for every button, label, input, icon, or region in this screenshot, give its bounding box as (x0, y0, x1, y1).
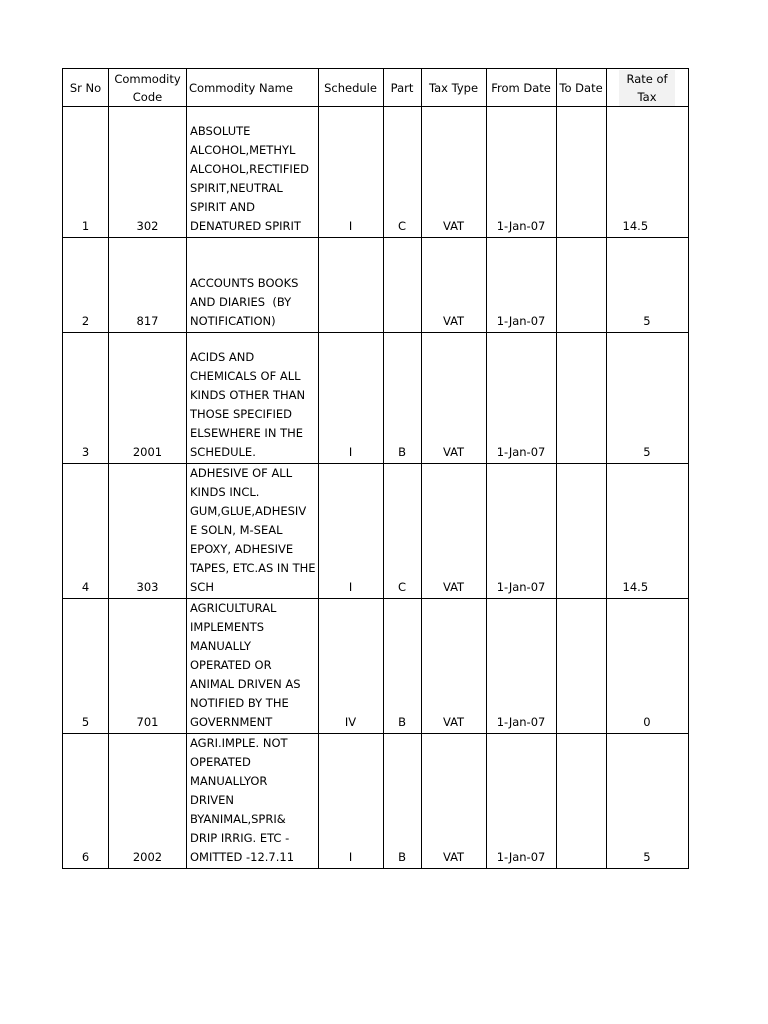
header-sr-no: Sr No (63, 69, 109, 107)
cell-commodity-name (187, 333, 319, 464)
cell-commodity-name (187, 734, 319, 869)
cell-part: B (383, 734, 421, 869)
commodity-name-line: BYANIMAL,SPRI& (190, 812, 286, 826)
cell-rate-of-tax: 0 (606, 599, 688, 734)
header-rate-of-tax (606, 69, 688, 107)
commodity-name-line: ACCOUNTS BOOKS (190, 276, 299, 290)
cell-schedule: I (318, 734, 383, 869)
commodity-name-line: THOSE SPECIFIED (190, 407, 292, 421)
cell-commodity-name (187, 238, 319, 333)
commodity-name-line: DRIP IRRIG. ETC - (190, 831, 290, 845)
header-schedule: Schedule (318, 69, 383, 107)
cell-sr-no: 3 (63, 333, 109, 464)
cell-commodity-code: 701 (109, 599, 187, 734)
cell-from-date: 1-Jan-07 (486, 238, 556, 333)
cell-to-date (556, 333, 606, 464)
cell-schedule: IV (318, 599, 383, 734)
cell-rate-of-tax: 5 (606, 333, 688, 464)
cell-commodity-code: 817 (109, 238, 187, 333)
cell-tax-type: VAT (421, 107, 486, 238)
cell-schedule (318, 238, 383, 333)
commodity-name-line: NOTIFICATION) (190, 314, 276, 328)
commodity-name-line: CHEMICALS OF ALL (190, 369, 301, 383)
cell-tax-type: VAT (421, 333, 486, 464)
cell-rate-of-tax: 5 (606, 734, 688, 869)
cell-to-date (556, 464, 606, 599)
cell-commodity-code: 303 (109, 464, 187, 599)
header-row (63, 69, 689, 107)
cell-sr-no: 1 (63, 107, 109, 238)
table-row (63, 464, 689, 599)
header-commodity-code (109, 69, 187, 107)
commodity-name-line: EPOXY, ADHESIVE (190, 542, 294, 556)
table-body (63, 107, 689, 869)
cell-part: C (383, 464, 421, 599)
header-commodity-code-label: Commodity Code (114, 71, 181, 104)
commodity-tax-table (62, 68, 689, 869)
cell-rate-of-tax: 5 (606, 238, 688, 333)
cell-commodity-name (187, 107, 319, 238)
cell-from-date: 1-Jan-07 (486, 734, 556, 869)
cell-from-date: 1-Jan-07 (486, 333, 556, 464)
table-row (63, 599, 689, 734)
commodity-name-line: ALCOHOL,RECTIFIED (190, 162, 309, 176)
commodity-name-line: DENATURED SPIRIT (190, 219, 301, 233)
cell-from-date: 1-Jan-07 (486, 599, 556, 734)
commodity-name-line: AGRI.IMPLE. NOT (190, 736, 288, 750)
commodity-name-line: OPERATED OR (190, 658, 272, 672)
commodity-name-line: SCH (190, 580, 214, 594)
commodity-name-line: GOVERNMENT (190, 715, 273, 729)
table-row (63, 333, 689, 464)
cell-schedule: I (318, 333, 383, 464)
commodity-name-line: KINDS OTHER THAN (190, 388, 306, 402)
commodity-name-line: SCHEDULE. (190, 445, 256, 459)
commodity-name-line: ALCOHOL,METHYL (190, 143, 296, 157)
commodity-name-line: MANUALLY (190, 639, 251, 653)
commodity-name-line: SPIRIT,NEUTRAL (190, 181, 283, 195)
commodity-name-line: KINDS INCL. (190, 485, 260, 499)
commodity-name-line: MANUALLYOR (190, 774, 268, 788)
table-row (63, 107, 689, 238)
commodity-name-line: AND DIARIES (BY (190, 295, 292, 309)
commodity-name-line: ANIMAL DRIVEN AS (190, 677, 301, 691)
commodity-name-line: GUM,GLUE,ADHESIV (190, 504, 307, 518)
cell-rate-of-tax: 14.5 (606, 107, 688, 238)
commodity-name-line: ADHESIVE OF ALL (190, 466, 293, 480)
cell-sr-no: 5 (63, 599, 109, 734)
cell-commodity-code: 302 (109, 107, 187, 238)
table-row (63, 734, 689, 869)
commodity-name-line: ACIDS AND (190, 350, 255, 364)
header-commodity-name: Commodity Name (187, 69, 319, 107)
commodity-name-line: E SOLN, M-SEAL (190, 523, 283, 537)
commodity-name-line: AGRICULTURAL (190, 601, 277, 615)
cell-sr-no: 6 (63, 734, 109, 869)
cell-schedule: I (318, 107, 383, 238)
cell-commodity-name (187, 599, 319, 734)
commodity-name-line: OPERATED (190, 755, 251, 769)
cell-from-date: 1-Jan-07 (486, 464, 556, 599)
cell-commodity-name (187, 464, 319, 599)
cell-sr-no: 2 (63, 238, 109, 333)
cell-schedule: I (318, 464, 383, 599)
cell-tax-type: VAT (421, 464, 486, 599)
cell-tax-type: VAT (421, 599, 486, 734)
cell-tax-type: VAT (421, 734, 486, 869)
commodity-name-line: SPIRIT AND (190, 200, 256, 214)
commodity-name-line: NOTIFIED BY THE (190, 696, 289, 710)
cell-sr-no: 4 (63, 464, 109, 599)
cell-tax-type: VAT (421, 238, 486, 333)
header-tax-type: Tax Type (421, 69, 486, 107)
cell-to-date (556, 107, 606, 238)
cell-part: B (383, 599, 421, 734)
cell-part: B (383, 333, 421, 464)
commodity-name-line: DRIVEN (190, 793, 234, 807)
commodity-name-line: OMITTED -12.7.11 (190, 850, 295, 864)
commodity-name-line: ABSOLUTE (190, 124, 251, 138)
commodity-tax-sheet (62, 68, 689, 869)
cell-part (383, 238, 421, 333)
cell-commodity-code: 2001 (109, 333, 187, 464)
commodity-name-line: IMPLEMENTS (190, 620, 265, 634)
commodity-name-line: ELSEWHERE IN THE (190, 426, 304, 440)
cell-to-date (556, 599, 606, 734)
cell-to-date (556, 734, 606, 869)
cell-commodity-code: 2002 (109, 734, 187, 869)
header-to-date: To Date (556, 69, 606, 107)
commodity-name-line: TAPES, ETC.AS IN THE (190, 561, 316, 575)
cell-to-date (556, 238, 606, 333)
header-from-date: From Date (486, 69, 556, 107)
table-row (63, 238, 689, 333)
cell-rate-of-tax: 14.5 (606, 464, 688, 599)
header-part: Part (383, 69, 421, 107)
cell-part: C (383, 107, 421, 238)
header-rate-of-tax-label: Rate of Tax (619, 70, 675, 106)
cell-from-date: 1-Jan-07 (486, 107, 556, 238)
